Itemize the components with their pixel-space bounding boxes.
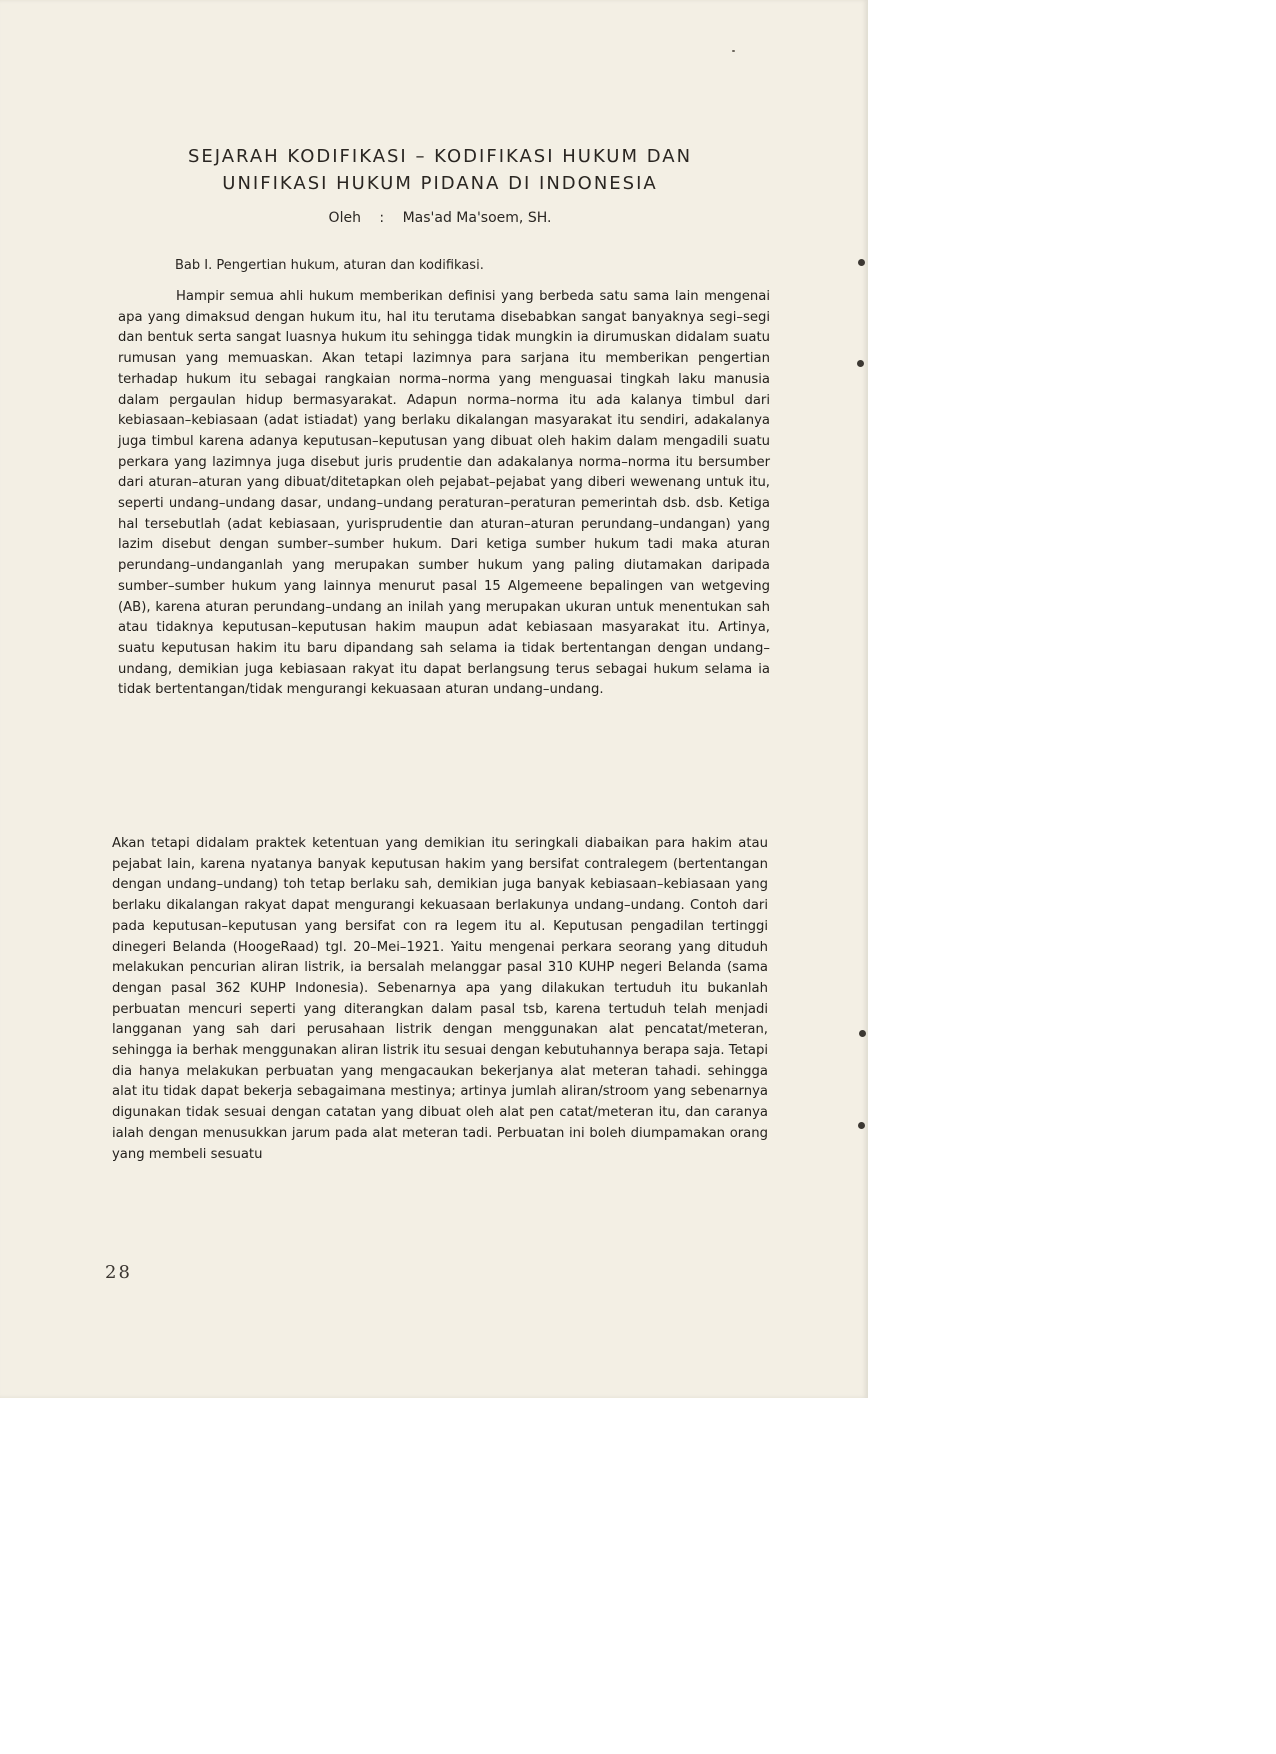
chapter-heading: Bab I. Pengertian hukum, aturan dan kodifikasi. — [175, 258, 484, 273]
author-name: Mas'ad Ma'soem, SH. — [402, 210, 552, 226]
article-title-line-1: SEJARAH KODIFIKASI – KODIFIKASI HUKUM DAN — [187, 146, 693, 167]
body-paragraph-2: Akan tetapi didalam praktek ketentuan yang demikian itu seringkali diabaikan para hakim atau pejabat lain, karena nyatanya banyak keputusan hakim yang bersifat contralegem (bertentangan dengan undang–undang) toh tetap berlaku sah, demikian juga banyak kebiasaan–kebiasaan yang berlaku dikalangan rakyat dapat mengurangi kekuasaan berlakunya undang–undang. Contoh dari pada keputusan–keputusan yang bersifat con ra legem itu al. Keputusan pengadilan tertinggi dinegeri Belanda (HoogeRaad) tgl. 20–Mei–1921. Yaitu mengenai perkara seorang yang dituduh melakukan pencurian aliran listrik, ia bersalah melanggar pasal 310 KUHP negeri Belanda (sama dengan pasal 362 KUHP Indonesia). Sebenarnya apa yang dilakukan tertuduh itu bukanlah perbuatan mencuri seperti yang diterangkan dalam pasal tsb, karena tertuduh telah menjadi langganan yang sah dari perusahaan listrik dengan menggunakan alat pencatat/meteran, sehingga ia berhak menggunakan aliran listrik itu sesuai dengan kebutuhannya berapa saja. Tetapi dia hanya melakukan perbuatan yang mengacaukan bekerjanya alat meteran tahadi. sehingga alat itu tidak dapat bekerja sebagaimana mestinya; artinya jumlah aliran/stroom yang sebenarnya digunakan tidak sesuai dengan catatan yang dibuat oleh alat pen catat/meteran itu, dan caranya ialah dengan menusukkan jarum pada alat meteran tadi. Perbuatan ini boleh diumpamakan orang yang membeli sesuatu — [112, 836, 768, 1162]
author-line — [140, 210, 740, 226]
author-separator: : — [379, 210, 385, 226]
author-label: Oleh — [328, 210, 361, 226]
binding-hole-mark — [858, 1122, 865, 1129]
binding-hole-mark — [859, 1030, 866, 1037]
article-title-line-2: UNIFIKASI HUKUM PIDANA DI INDONESIA — [222, 173, 658, 194]
paper-speck — [732, 50, 735, 52]
body-paragraph-1: Hampir semua ahli hukum memberikan definisi yang berbeda satu sama lain mengenai apa yang dimaksud dengan hukum itu, hal itu terutama disebabkan sangat banyaknya segi–segi dan bentuk serta sangat luasnya hukum itu sehingga tidak mungkin ia dirumuskan didalam suatu rumusan yang memuaskan. Akan tetapi lazimnya para sarjana itu memberikan pengertian terhadap hukum itu sebagai rangkaian norma–norma yang menguasai tingkah laku manusia dalam pergaulan hidup bermasyarakat. Adapun norma–norma itu ada kalanya timbul dari kebiasaan–kebiasaan (adat istiadat) yang berlaku dikalangan masyarakat itu sendiri, adakalanya juga timbul karena adanya keputusan–keputusan yang dibuat oleh hakim dalam mengadili suatu perkara yang lazimnya juga disebut juris prudentie dan adakalanya norma–norma itu bersumber dari aturan–aturan yang dibuat/ditetapkan oleh pejabat–pejabat yang diberi wewenang untuk itu, seperti undang–undang dasar, undang–undang peraturan–peraturan pemerintah dsb. dsb. Ketiga hal tersebutlah (adat kebiasaan, yurisprudentie dan aturan–aturan perundang–undangan) yang lazim disebut dengan sumber–sumber hukum. Dari ketiga sumber hukum tadi maka aturan perundang–undanganlah yang merupakan sumber hukum yang paling diutamakan daripada sumber–sumber hukum yang lainnya menurut pasal 15 Algemeene bepalingen van wetgeving (AB), karena aturan perundang–undang an inilah yang merupakan ukuran untuk menentukan sah atau tidaknya keputusan–keputusan hakim maupun adat kebiasaan masyarakat itu. Artinya, suatu keputusan hakim itu baru dipandang sah selama ia tidak bertentangan dengan undang–undang, demikian juga kebiasaan rakyat itu dapat berlangsung terus sebagai hukum selama ia tidak bertentangan/tidak mengurangi kekuasaan aturan undang–undang. — [118, 289, 770, 698]
page-number: 28 — [105, 1262, 132, 1283]
binding-hole-mark — [857, 360, 864, 367]
binding-hole-mark — [858, 259, 865, 266]
